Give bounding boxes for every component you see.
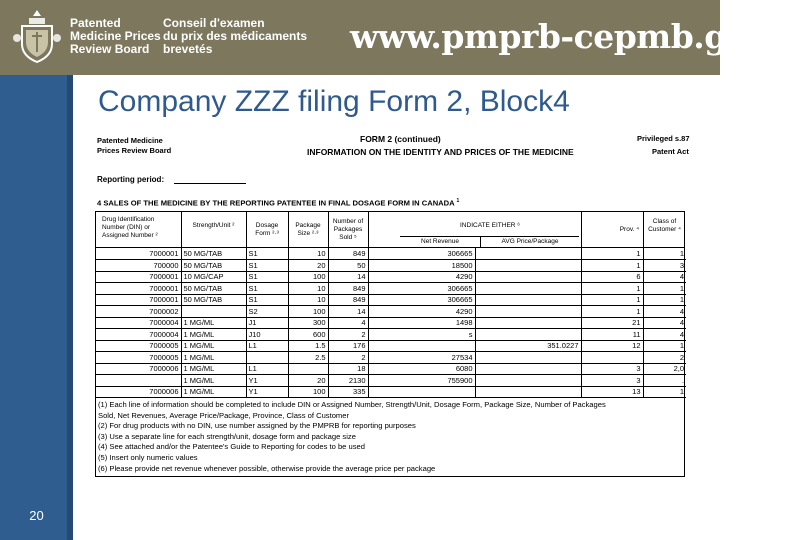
table-header — [96, 212, 684, 248]
net-revenue-cell: 18500 — [368, 260, 475, 272]
province-cell: 3 — [581, 375, 643, 387]
avg-price-cell — [475, 317, 581, 329]
strength-cell: 50 MG/TAB — [181, 294, 246, 306]
package-size-cell: 10 — [288, 248, 328, 260]
packages-sold-cell: 18 — [328, 363, 368, 375]
net-revenue-cell: 755900 — [368, 375, 475, 387]
sales-data-table — [96, 248, 686, 398]
province-cell: 1 — [581, 283, 643, 295]
dosage-form-cell: Y1 — [246, 386, 288, 398]
packages-sold-cell: 50 — [328, 260, 368, 272]
table-row — [96, 340, 686, 352]
din-cell: 7000006 — [96, 386, 181, 398]
class-of-customer-cell: 1 — [643, 283, 686, 295]
net-revenue-cell: 306665 — [368, 283, 475, 295]
province-cell — [581, 352, 643, 364]
strength-cell: 1 MG/ML — [181, 375, 246, 387]
col-indicate-either: INDICATE EITHER ⁶ — [460, 222, 520, 229]
avg-price-cell: 351.0227 — [475, 340, 581, 352]
packages-sold-cell: 4 — [328, 317, 368, 329]
class-of-customer-cell: 1 — [643, 294, 686, 306]
province-cell: 1 — [581, 294, 643, 306]
reporting-period-label: Reporting period: — [97, 175, 165, 184]
class-of-customer-cell: 2,0 — [643, 363, 686, 375]
strength-cell: 50 MG/TAB — [181, 283, 246, 295]
dosage-form-cell: L1 — [246, 363, 288, 375]
province-cell: 1 — [581, 306, 643, 318]
din-cell: 7000005 — [96, 340, 181, 352]
org-name-english: Patented Medicine Prices Review Board — [70, 16, 161, 56]
col-din: Drug Identification Number (DIN) or Assigned Number ² — [102, 216, 158, 239]
din-cell: 7000001 — [96, 283, 181, 295]
package-size-cell: 10 — [288, 283, 328, 295]
dosage-form-cell: J1 — [246, 317, 288, 329]
reporting-period-field[interactable] — [174, 183, 246, 184]
province-cell: 1 — [581, 248, 643, 260]
table-row — [96, 317, 686, 329]
org-name-french: Conseil d'examen du prix des médicaments brevetés — [163, 16, 308, 56]
package-size-cell: 20 — [288, 260, 328, 272]
table-row — [96, 260, 686, 272]
packages-sold-cell: 14 — [328, 306, 368, 318]
package-size-cell: 1.5 — [288, 340, 328, 352]
col-dosage: Dosage Form ²·³ — [255, 222, 279, 237]
dosage-form-cell — [246, 352, 288, 364]
sidebar — [0, 75, 73, 540]
slide-title: Company ZZZ filing Form 2, Block4 — [98, 85, 570, 118]
avg-price-cell — [475, 375, 581, 387]
strength-cell: 1 MG/ML — [181, 329, 246, 341]
strength-cell: 10 MG/CAP — [181, 271, 246, 283]
province-cell: 1 — [581, 260, 643, 272]
class-of-customer-cell: 1 — [643, 340, 686, 352]
sales-table — [95, 211, 685, 477]
package-size-cell: 100 — [288, 386, 328, 398]
province-cell: 12 — [581, 340, 643, 352]
province-cell: 21 — [581, 317, 643, 329]
dosage-form-cell: S2 — [246, 306, 288, 318]
avg-price-cell — [475, 283, 581, 295]
packages-sold-cell: 2 — [328, 329, 368, 341]
section-heading: 4 SALES OF THE MEDICINE BY THE REPORTING PATENTEE IN FINAL DOSAGE FORM IN CANADA $^1$ — [97, 198, 460, 208]
din-cell: 7000005 — [96, 352, 181, 364]
table-row — [96, 363, 686, 375]
class-of-customer-cell: 2 — [643, 352, 686, 364]
packages-sold-cell: 2130 — [328, 375, 368, 387]
packages-sold-cell: 335 — [328, 386, 368, 398]
class-of-customer-cell: 4 — [643, 317, 686, 329]
province-cell: 3 — [581, 363, 643, 375]
class-of-customer-cell: 3 — [643, 260, 686, 272]
din-cell: 7000001 — [96, 248, 181, 260]
din-cell — [96, 375, 181, 387]
avg-price-cell — [475, 329, 581, 341]
net-revenue-cell: 306665 — [368, 248, 475, 260]
din-cell: 7000002 — [96, 306, 181, 318]
form-2-block-4 — [92, 131, 690, 503]
table-row — [96, 329, 686, 341]
packages-sold-cell: 849 — [328, 248, 368, 260]
package-size-cell — [288, 363, 328, 375]
avg-price-cell — [475, 363, 581, 375]
net-revenue-cell: s — [368, 329, 475, 341]
package-size-cell: 20 — [288, 375, 328, 387]
packages-sold-cell: 14 — [328, 271, 368, 283]
avg-price-cell — [475, 306, 581, 318]
dosage-form-cell: L1 — [246, 340, 288, 352]
table-row — [96, 294, 686, 306]
col-province: Prov. ⁴ — [619, 226, 639, 233]
net-revenue-cell: 4290 — [368, 306, 475, 318]
din-cell: 7000006 — [96, 363, 181, 375]
strength-cell — [181, 306, 246, 318]
coat-of-arms-icon — [12, 8, 62, 66]
strength-cell: 50 MG/TAB — [181, 260, 246, 272]
footnotes: (1) Each line of information should be completed to include DIN or Assigned Number, Strength/Unit, Dosage Form, Package Size, Number of Packages Sold, Net Revenues, Average Price/Package, Province, Class of Customer (2) For drug products with no DIN, use number assigned by the PMPRB for reporting purposes (3) Use a separate line for each strength/unit, dosage form and package size (4) See attached and/or the Patentee's Guide to Reporting for codes to be used (5) Insert only numeric values (6) Please provide net revenue whenever possible, otherwise provide the average price per package — [98, 400, 606, 473]
dosage-form-cell: J10 — [246, 329, 288, 341]
col-packages-sold: Number of Packages Sold ⁵ — [332, 218, 364, 241]
net-revenue-cell: 306665 — [368, 294, 475, 306]
package-size-cell: 10 — [288, 294, 328, 306]
form-subtitle: INFORMATION ON THE IDENTITY AND PRICES OF THE MEDICINE — [307, 147, 574, 157]
col-avg-price: AVG Price/Package — [501, 238, 559, 245]
strength-cell: 1 MG/ML — [181, 352, 246, 364]
class-of-customer-cell: 4 — [643, 306, 686, 318]
package-size-cell: 300 — [288, 317, 328, 329]
strength-cell: 50 MG/TAB — [181, 248, 246, 260]
dosage-form-cell: S1 — [246, 260, 288, 272]
class-of-customer-cell: 4 — [643, 329, 686, 341]
table-row — [96, 283, 686, 295]
table-row — [96, 306, 686, 318]
col-strength: Strength/Unit ² — [192, 222, 235, 229]
packages-sold-cell: 849 — [328, 283, 368, 295]
package-size-cell: 100 — [288, 271, 328, 283]
packages-sold-cell: 2 — [328, 352, 368, 364]
package-size-cell: 600 — [288, 329, 328, 341]
province-cell: 11 — [581, 329, 643, 341]
table-row — [96, 248, 686, 260]
class-of-customer-cell: 4 — [643, 271, 686, 283]
table-row — [96, 352, 686, 364]
table-row — [96, 386, 686, 398]
table-row — [96, 375, 686, 387]
avg-price-cell — [475, 294, 581, 306]
avg-price-cell — [475, 248, 581, 260]
dosage-form-cell: Y1 — [246, 375, 288, 387]
packages-sold-cell: 176 — [328, 340, 368, 352]
strength-cell: 1 MG/ML — [181, 340, 246, 352]
privileged-label: Privileged s.87 — [637, 134, 690, 143]
strength-cell: 1 MG/ML — [181, 363, 246, 375]
class-of-customer-cell: 1 — [643, 386, 686, 398]
col-net-revenue: Net Revenue — [421, 238, 459, 245]
net-revenue-cell: 1498 — [368, 317, 475, 329]
strength-cell: 1 MG/ML — [181, 386, 246, 398]
net-revenue-cell: 6080 — [368, 363, 475, 375]
act-label: Patent Act — [652, 147, 689, 156]
packages-sold-cell: 849 — [328, 294, 368, 306]
slide-number: 20 — [29, 508, 44, 523]
col-class-of-customer: Class of Customer ⁴ — [648, 218, 681, 233]
dosage-form-cell: S1 — [246, 271, 288, 283]
din-cell: 7000004 — [96, 329, 181, 341]
avg-price-cell — [475, 260, 581, 272]
strength-cell: 1 MG/ML — [181, 317, 246, 329]
din-cell: 700000 — [96, 260, 181, 272]
net-revenue-cell — [368, 340, 475, 352]
avg-price-cell — [475, 386, 581, 398]
website-url: www.pmprb-cepmb.gc.ca — [350, 17, 798, 56]
avg-price-cell — [475, 271, 581, 283]
net-revenue-cell — [368, 386, 475, 398]
dosage-form-cell: S1 — [246, 248, 288, 260]
din-cell: 7000001 — [96, 294, 181, 306]
dosage-form-cell: S1 — [246, 283, 288, 295]
din-cell: 7000001 — [96, 271, 181, 283]
class-of-customer-cell: . — [643, 375, 686, 387]
table-row — [96, 271, 686, 283]
form-title: FORM 2 (continued) — [360, 134, 441, 144]
class-of-customer-cell: 1 — [643, 248, 686, 260]
net-revenue-cell: 4290 — [368, 271, 475, 283]
package-size-cell: 2.5 — [288, 352, 328, 364]
form-org-name: Patented Medicine Prices Review Board — [97, 136, 172, 155]
province-cell: 13 — [581, 386, 643, 398]
avg-price-cell — [475, 352, 581, 364]
province-cell: 6 — [581, 271, 643, 283]
col-package: Package Size ²·³ — [295, 222, 321, 237]
package-size-cell: 100 — [288, 306, 328, 318]
net-revenue-cell: 27534 — [368, 352, 475, 364]
header-banner — [0, 0, 798, 75]
din-cell: 7000004 — [96, 317, 181, 329]
dosage-form-cell: S1 — [246, 294, 288, 306]
